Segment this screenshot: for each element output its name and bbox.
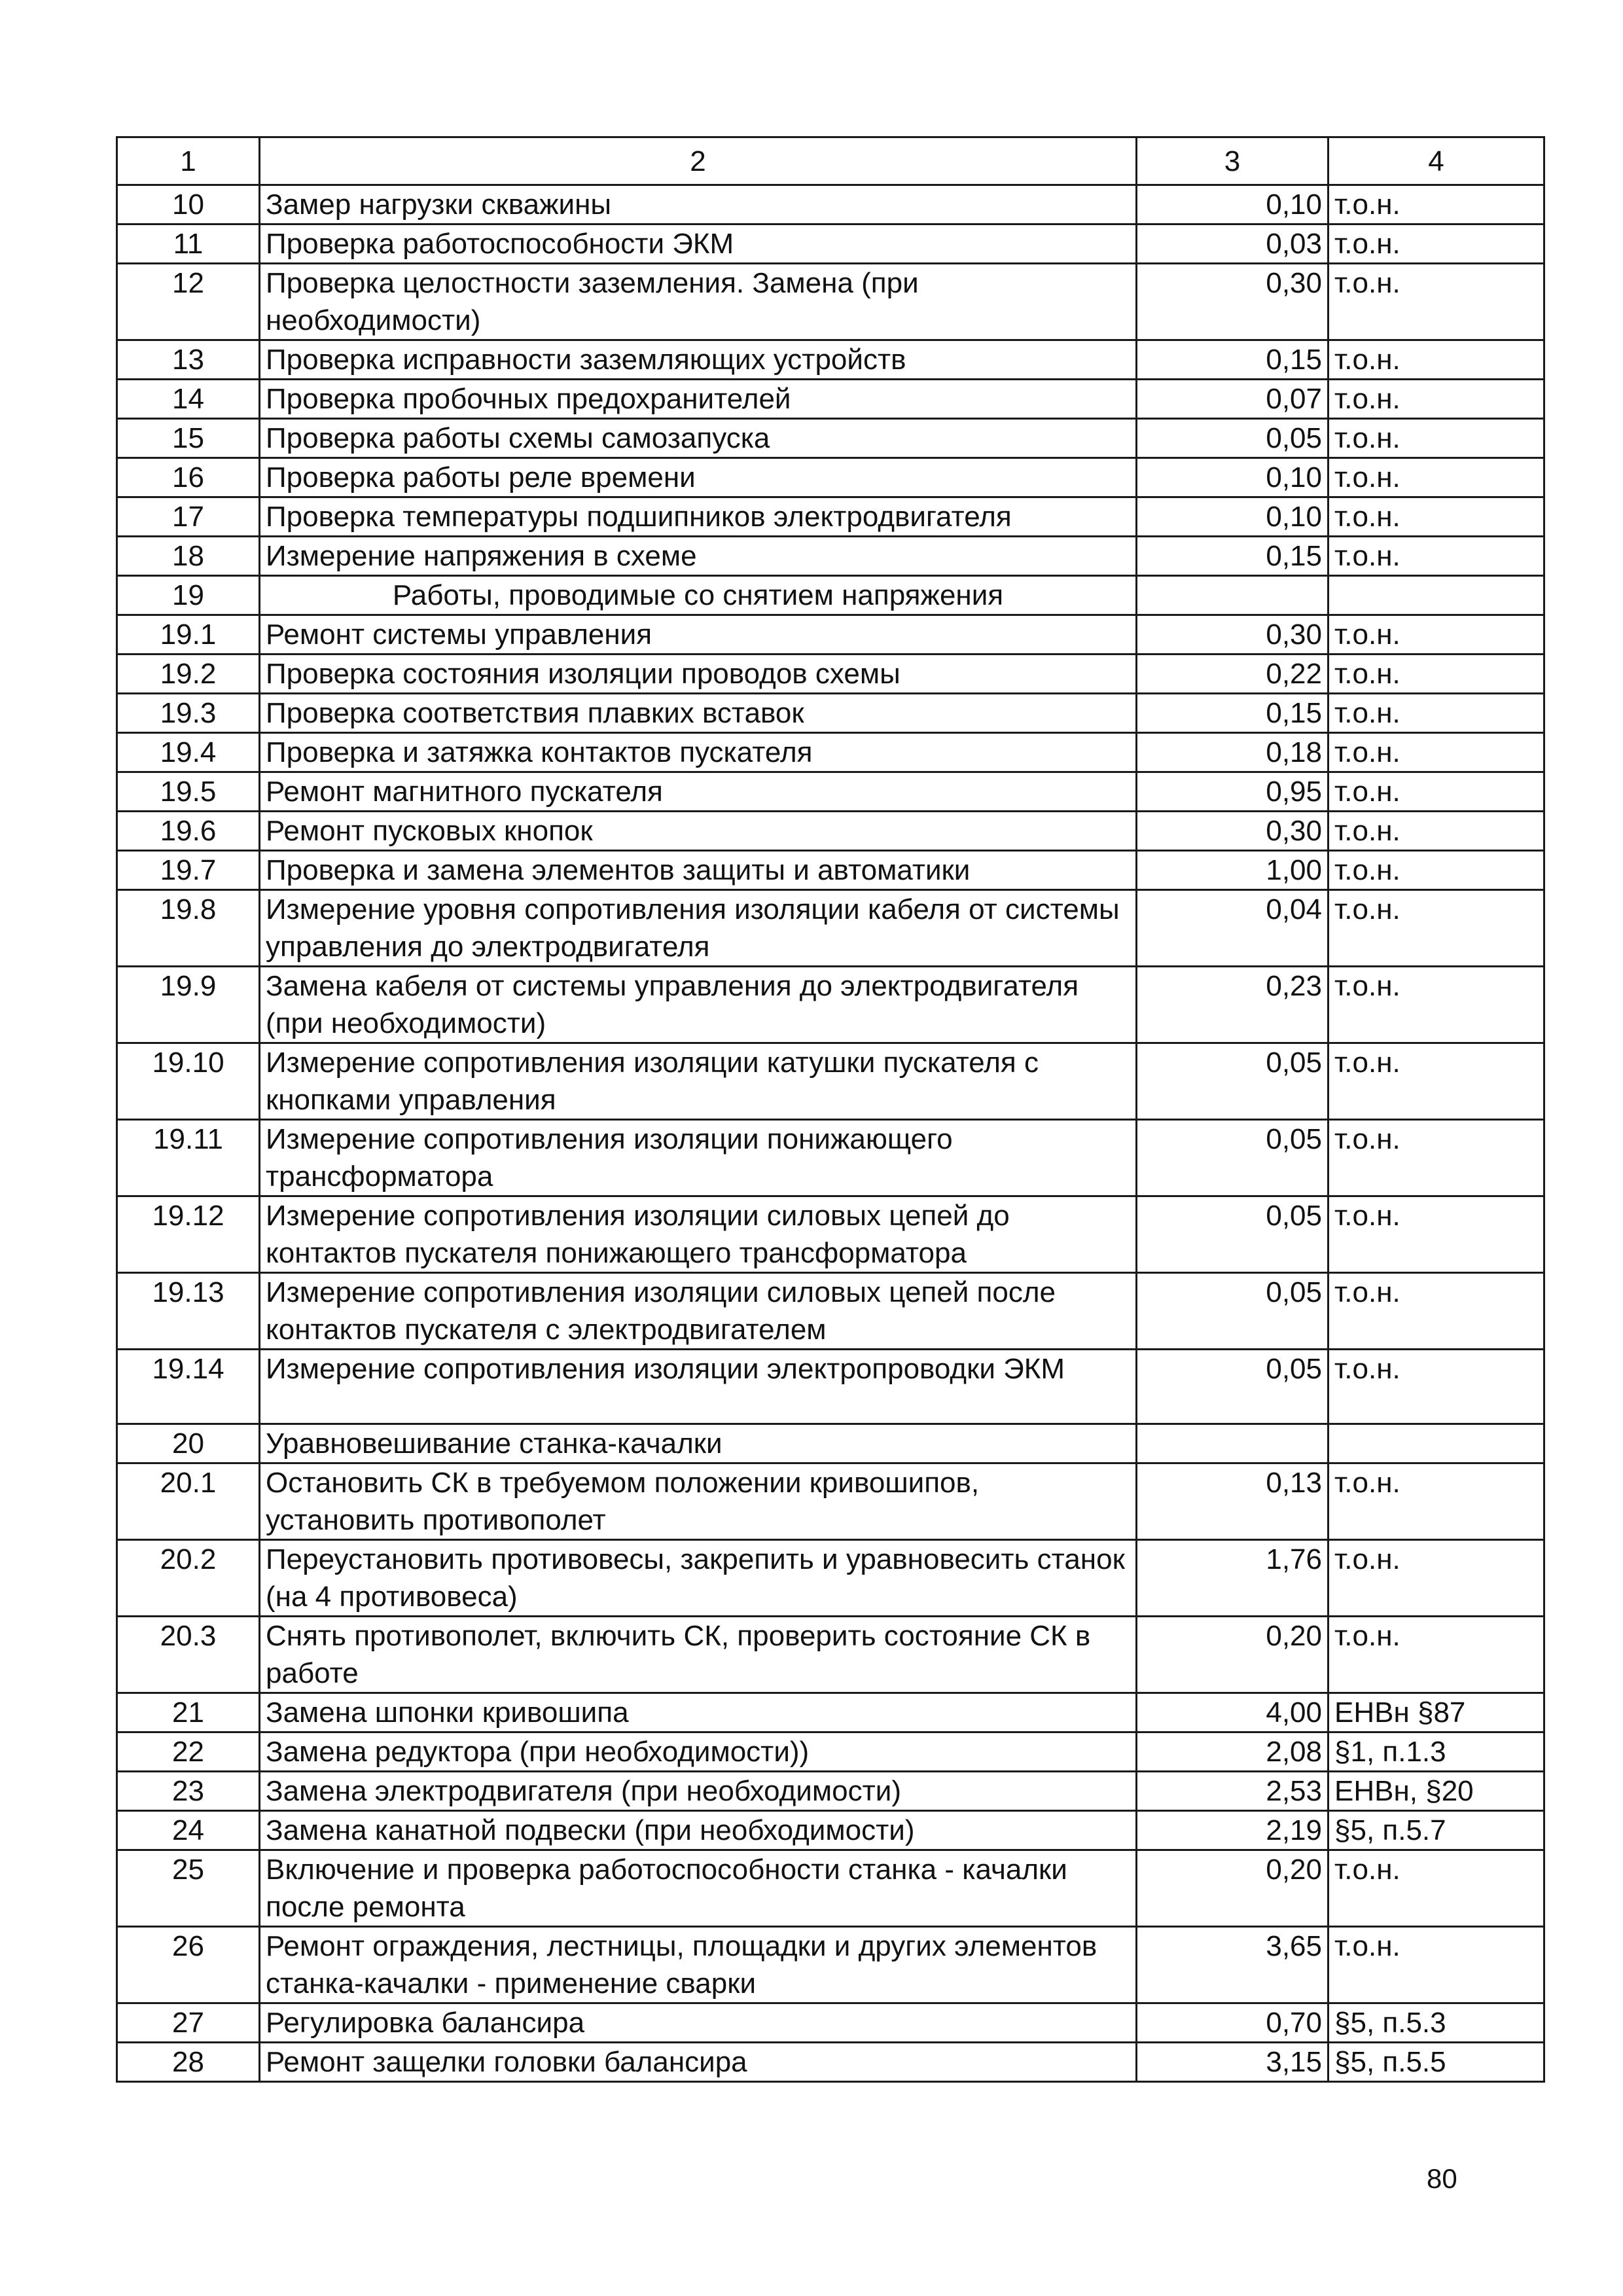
row-unit: т.о.н. [1329, 890, 1544, 967]
row-number: 21 [117, 1693, 260, 1732]
row-number: 19.1 [117, 615, 260, 655]
row-unit: т.о.н. [1329, 1120, 1544, 1196]
row-unit: т.о.н. [1329, 1196, 1544, 1273]
header-col-4: 4 [1329, 137, 1544, 185]
row-name: Замена электродвигателя (при необходимости) [260, 1772, 1137, 1811]
table-row [117, 2043, 1544, 2082]
row-unit: т.о.н. [1329, 340, 1544, 380]
row-name: Измерение сопротивления изоляции катушки пускателя с кнопками управления [260, 1043, 1137, 1120]
row-name: Измерение сопротивления изоляции понижающего трансформатора [260, 1120, 1137, 1196]
row-unit: т.о.н. [1329, 733, 1544, 772]
row-name: Включение и проверка работоспособности станка - качалки после ремонта [260, 1850, 1137, 1927]
table-row [117, 1772, 1544, 1811]
row-value: 0,05 [1137, 1043, 1329, 1120]
row-unit: т.о.н. [1329, 655, 1544, 694]
row-number: 19.3 [117, 694, 260, 733]
table-row [117, 733, 1544, 772]
table-row [117, 1927, 1544, 2003]
row-name: Замер нагрузки скважины [260, 185, 1137, 224]
table-row [117, 2003, 1544, 2043]
table-row [117, 224, 1544, 264]
table-row [117, 1850, 1544, 1927]
row-name: Ремонт ограждения, лестницы, площадки и других элементов станка-качалки - применение сварки [260, 1927, 1137, 2003]
row-value: 0,07 [1137, 380, 1329, 419]
row-unit: т.о.н. [1329, 1463, 1544, 1540]
table-row [117, 655, 1544, 694]
row-name: Ремонт пусковых кнопок [260, 812, 1137, 851]
row-name: Замена кабеля от системы управления до электродвигателя (при необходимости) [260, 967, 1137, 1043]
row-unit: т.о.н. [1329, 185, 1544, 224]
table-row [117, 694, 1544, 733]
row-number: 19.6 [117, 812, 260, 851]
table-row [117, 537, 1544, 576]
table-body [117, 185, 1544, 2082]
row-number: 19.12 [117, 1196, 260, 1273]
row-value: 2,08 [1137, 1732, 1329, 1772]
row-name: Работы, проводимые со снятием напряжения [260, 576, 1137, 615]
row-name: Замена редуктора (при необходимости)) [260, 1732, 1137, 1772]
row-number: 23 [117, 1772, 260, 1811]
row-value: 0,22 [1137, 655, 1329, 694]
table-row [117, 340, 1544, 380]
row-value [1137, 576, 1329, 615]
row-number: 22 [117, 1732, 260, 1772]
row-number: 19.10 [117, 1043, 260, 1120]
row-value: 0,10 [1137, 497, 1329, 537]
row-unit: т.о.н. [1329, 224, 1544, 264]
row-number: 18 [117, 537, 260, 576]
row-number: 19.9 [117, 967, 260, 1043]
table-row [117, 967, 1544, 1043]
row-number: 17 [117, 497, 260, 537]
row-value: 0,30 [1137, 615, 1329, 655]
row-number: 19.7 [117, 851, 260, 890]
row-value: 0,05 [1137, 1196, 1329, 1273]
page-number: 80 [1427, 2163, 1457, 2194]
row-unit: т.о.н. [1329, 812, 1544, 851]
row-number: 13 [117, 340, 260, 380]
header-col-2: 2 [260, 137, 1137, 185]
table-row [117, 380, 1544, 419]
row-value: 0,15 [1137, 537, 1329, 576]
row-number: 28 [117, 2043, 260, 2082]
row-name: Проверка состояния изоляции проводов схемы [260, 655, 1137, 694]
row-unit: т.о.н. [1329, 1043, 1544, 1120]
row-number: 19.2 [117, 655, 260, 694]
row-number: 27 [117, 2003, 260, 2043]
row-name: Проверка и затяжка контактов пускателя [260, 733, 1137, 772]
row-value: 0,10 [1137, 458, 1329, 497]
row-number: 20.2 [117, 1540, 260, 1617]
row-value: 0,05 [1137, 419, 1329, 458]
table-row [117, 615, 1544, 655]
row-name: Проверка работы схемы самозапуска [260, 419, 1137, 458]
row-value: 0,20 [1137, 1850, 1329, 1927]
row-number: 19.8 [117, 890, 260, 967]
row-unit: т.о.н. [1329, 458, 1544, 497]
row-number: 26 [117, 1927, 260, 2003]
row-value: 0,15 [1137, 694, 1329, 733]
row-unit: ЕНВн, §20 [1329, 1772, 1544, 1811]
row-name: Проверка работы реле времени [260, 458, 1137, 497]
row-name: Снять противополет, включить СК, проверить состояние СК в работе [260, 1617, 1137, 1693]
norms-table [116, 136, 1545, 2083]
row-name: Проверка и замена элементов защиты и автоматики [260, 851, 1137, 890]
row-name: Ремонт защелки головки балансира [260, 2043, 1137, 2082]
table-row [117, 1273, 1544, 1350]
row-unit [1329, 576, 1544, 615]
row-value: 0,15 [1137, 340, 1329, 380]
row-value: 0,04 [1137, 890, 1329, 967]
row-unit: т.о.н. [1329, 1617, 1544, 1693]
table-header [117, 137, 1544, 185]
row-name: Проверка температуры подшипников электродвигателя [260, 497, 1137, 537]
row-value: 0,05 [1137, 1273, 1329, 1350]
row-value: 0,05 [1137, 1350, 1329, 1424]
row-value: 0,30 [1137, 812, 1329, 851]
row-value: 0,13 [1137, 1463, 1329, 1540]
row-value: 0,95 [1137, 772, 1329, 812]
row-name: Проверка исправности заземляющих устройств [260, 340, 1137, 380]
table-row [117, 1350, 1544, 1424]
table-row [117, 1463, 1544, 1540]
header-col-3: 3 [1137, 137, 1329, 185]
row-value: 0,05 [1137, 1120, 1329, 1196]
table-row [117, 1043, 1544, 1120]
row-value: 3,15 [1137, 2043, 1329, 2082]
table-row [117, 812, 1544, 851]
row-value: 4,00 [1137, 1693, 1329, 1732]
row-number: 19.11 [117, 1120, 260, 1196]
row-value [1137, 1424, 1329, 1463]
row-value: 0,23 [1137, 967, 1329, 1043]
row-value: 2,53 [1137, 1772, 1329, 1811]
row-unit: т.о.н. [1329, 380, 1544, 419]
row-number: 20.1 [117, 1463, 260, 1540]
row-name: Измерение сопротивления изоляции силовых цепей до контактов пускателя понижающего трансформатора [260, 1196, 1137, 1273]
row-unit: т.о.н. [1329, 264, 1544, 340]
row-unit: т.о.н. [1329, 1350, 1544, 1424]
header-col-1: 1 [117, 137, 260, 185]
row-unit: §5, п.5.7 [1329, 1811, 1544, 1850]
row-value: 0,10 [1137, 185, 1329, 224]
row-unit: т.о.н. [1329, 851, 1544, 890]
row-number: 15 [117, 419, 260, 458]
row-value: 1,00 [1137, 851, 1329, 890]
row-number: 12 [117, 264, 260, 340]
row-unit: §5, п.5.5 [1329, 2043, 1544, 2082]
table-row [117, 185, 1544, 224]
row-number: 24 [117, 1811, 260, 1850]
row-name: Ремонт магнитного пускателя [260, 772, 1137, 812]
row-unit: т.о.н. [1329, 1850, 1544, 1927]
row-unit [1329, 1424, 1544, 1463]
table-row [117, 497, 1544, 537]
row-name: Ремонт системы управления [260, 615, 1137, 655]
row-unit: §1, п.1.3 [1329, 1732, 1544, 1772]
row-number: 11 [117, 224, 260, 264]
row-unit: §5, п.5.3 [1329, 2003, 1544, 2043]
row-name: Регулировка балансира [260, 2003, 1137, 2043]
table-row [117, 890, 1544, 967]
row-unit: т.о.н. [1329, 1273, 1544, 1350]
row-unit: т.о.н. [1329, 772, 1544, 812]
row-name: Замена канатной подвески (при необходимости) [260, 1811, 1137, 1850]
row-unit: т.о.н. [1329, 537, 1544, 576]
row-unit: т.о.н. [1329, 615, 1544, 655]
row-name: Проверка пробочных предохранителей [260, 380, 1137, 419]
row-name: Измерение сопротивления изоляции электропроводки ЭКМ [260, 1350, 1137, 1424]
row-unit: т.о.н. [1329, 1927, 1544, 2003]
row-value: 0,30 [1137, 264, 1329, 340]
row-number: 16 [117, 458, 260, 497]
row-number: 10 [117, 185, 260, 224]
table-row [117, 1693, 1544, 1732]
row-unit: т.о.н. [1329, 694, 1544, 733]
table-row [117, 1732, 1544, 1772]
row-number: 19.4 [117, 733, 260, 772]
row-number: 19 [117, 576, 260, 615]
table-row [117, 1811, 1544, 1850]
row-name: Остановить СК в требуемом положении кривошипов, установить противополет [260, 1463, 1137, 1540]
row-number: 19.13 [117, 1273, 260, 1350]
row-value: 0,03 [1137, 224, 1329, 264]
row-number: 14 [117, 380, 260, 419]
row-number: 20 [117, 1424, 260, 1463]
row-name: Проверка целостности заземления. Замена (при необходимости) [260, 264, 1137, 340]
row-value: 0,18 [1137, 733, 1329, 772]
table-row [117, 419, 1544, 458]
row-unit: т.о.н. [1329, 497, 1544, 537]
row-number: 19.14 [117, 1350, 260, 1424]
row-name: Измерение сопротивления изоляции силовых цепей после контактов пускателя с электродвигателем [260, 1273, 1137, 1350]
row-value: 0,20 [1137, 1617, 1329, 1693]
row-value: 2,19 [1137, 1811, 1329, 1850]
row-name: Измерение уровня сопротивления изоляции кабеля от системы управления до электродвигателя [260, 890, 1137, 967]
row-number: 20.3 [117, 1617, 260, 1693]
table-row [117, 1120, 1544, 1196]
row-value: 3,65 [1137, 1927, 1329, 2003]
row-unit: т.о.н. [1329, 419, 1544, 458]
table-row [117, 576, 1544, 615]
row-number: 19.5 [117, 772, 260, 812]
row-unit: т.о.н. [1329, 967, 1544, 1043]
table-row [117, 1617, 1544, 1693]
table-row [117, 264, 1544, 340]
row-name: Уравновешивание станка-качалки [260, 1424, 1137, 1463]
table-row [117, 772, 1544, 812]
row-name: Переустановить противовесы, закрепить и уравновесить станок (на 4 противовеса) [260, 1540, 1137, 1617]
row-name: Измерение напряжения в схеме [260, 537, 1137, 576]
row-name: Проверка работоспособности ЭКМ [260, 224, 1137, 264]
table-row [117, 458, 1544, 497]
row-number: 25 [117, 1850, 260, 1927]
row-unit: ЕНВн §87 [1329, 1693, 1544, 1732]
row-unit: т.о.н. [1329, 1540, 1544, 1617]
header-row [117, 137, 1544, 185]
row-value: 0,70 [1137, 2003, 1329, 2043]
table-row [117, 1540, 1544, 1617]
row-name: Замена шпонки кривошипа [260, 1693, 1137, 1732]
row-name: Проверка соответствия плавких вставок [260, 694, 1137, 733]
row-value: 1,76 [1137, 1540, 1329, 1617]
table-row [117, 1196, 1544, 1273]
table-row [117, 851, 1544, 890]
table-row [117, 1424, 1544, 1463]
